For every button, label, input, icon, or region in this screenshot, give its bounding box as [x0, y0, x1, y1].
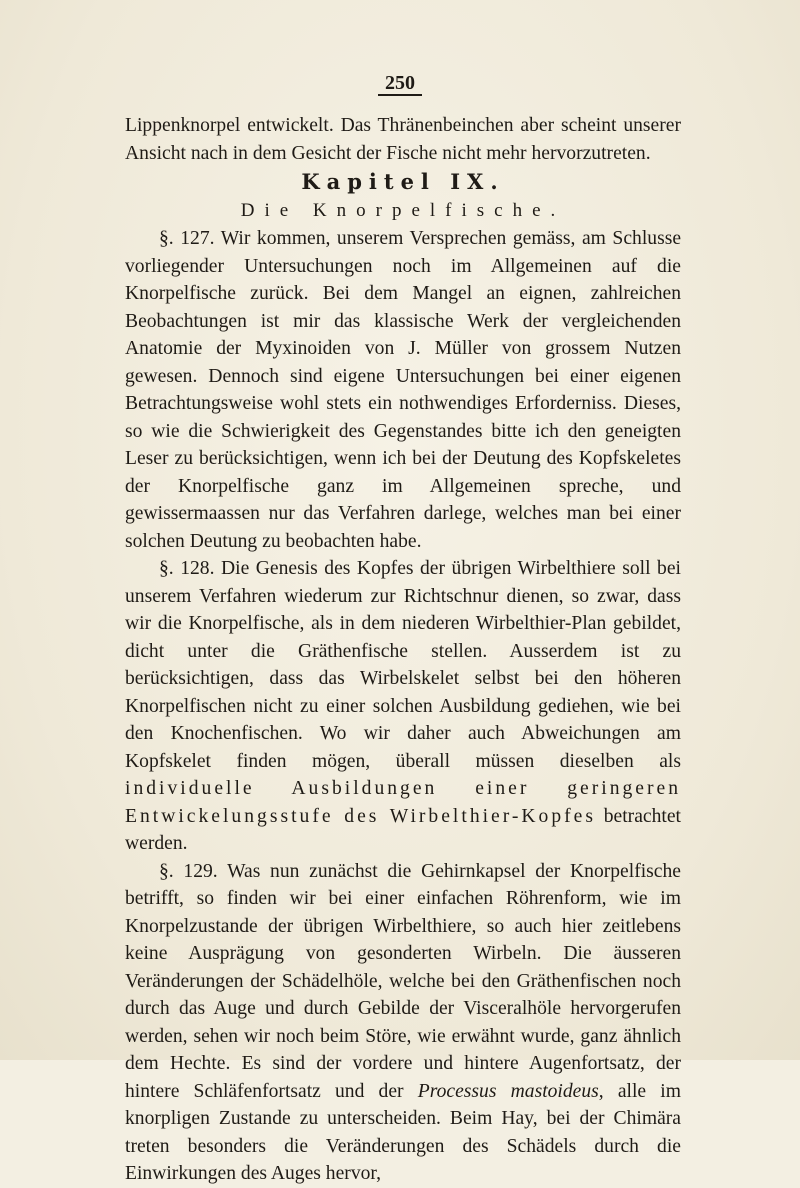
page-body — [125, 112, 681, 1188]
paragraph-section-128 — [125, 555, 681, 858]
section-129-italic-term: Processus mastoideus — [417, 1080, 599, 1102]
chapter-title: Kapitel IX. — [301, 169, 505, 194]
intro-paragraph: Lippenknorpel entwickelt. Das Thränenbeinchen aber scheint unserer Ansicht nach in dem Gesicht der Fische nicht mehr hervorzutreten. — [125, 115, 681, 164]
chapter-subtitle: Die Knorpelfische. — [240, 200, 566, 221]
section-129-text-after: , alle im knorpligen Zustande zu unterscheiden. Beim Hay, bei der Chimära treten besonders die Veränderungen des Schädels durch die Einwirkungen des Auges hervor, — [125, 1080, 681, 1184]
section-128-spaced-text: individuelle Ausbildungen einer geringeren Entwickelungsstufe des Wirbelthier-Kopfes — [125, 778, 681, 827]
page-number: 250 — [378, 72, 422, 96]
section-129-text-before: Was nun zunächst die Gehirnkapsel der Knorpelfische betrifft, so finden wir bei einer einfachen Röhrenform, wie im Knorpelzustande der übrigen Wirbelthiere, so auch hier zeitlebens keine Ausprägung von gesonderten Wirbeln. Die äusseren Veränderungen der Schädelhöle, welche bei den Gräthenfischen noch durch das Auge und durch Gebilde der Visceralhöle hervorgerufen werden, sehen wir noch beim Störe, wie erwähnt wurde, ganz ähnlich dem Hechte. Es sind der vordere und hintere Augenfortsatz, der hintere Schläfenfortsatz und der — [125, 860, 681, 1102]
section-128-text-after: betrachtet werden. — [125, 805, 681, 854]
paragraph-section-129 — [125, 858, 681, 1188]
section-mark-127: §. 127. — [159, 228, 215, 249]
paragraph-section-127 — [125, 225, 681, 555]
section-127-text: Wir kommen, unserem Versprechen gemäss, am Schlusse vorliegender Untersuchungen noch im Allgemeinen auf die Knorpelfische zurück. Bei dem Mangel an eignen, zahlreichen Beobachtungen ist mir das klassische Werk der vergleichenden Anatomie der Myxinoiden von J. Müller von grossem Nutzen gewesen. Dennoch sind eigene Untersuchungen bei einer eigenen Betrachtungsweise wohl stets ein nothwendiges Erforderniss. Dieses, so wie die Schwierigkeit des Gegenstandes bitte ich den geneigten Leser zu berücksichtigen, wenn ich bei der Deutung des Kopfskeletes der Knorpelfische ganz im Allgemeinen spreche, und gewissermaassen nur das Verfahren darlege, welches man bei einer solchen Deutung zu beobachten habe. — [125, 228, 682, 552]
section-mark-129: §. 129. — [159, 860, 218, 882]
section-128-text-before: Die Genesis des Kopfes der übrigen Wirbelthiere soll bei unserem Verfahren wiederum zur Richtschnur dienen, so zwar, dass wir die Knorpelfische, als in dem niederen Wirbelthier-Plan gebildet, dicht unter die Gräthenfische stellen. Ausserdem ist zu berücksichtigen, dass das Wirbelskelet selbst bei den höheren Knorpelfischen nicht zu einer solchen Ausbildung gediehen, wie bei den Knochenfischen. Wo wir daher auch Abweichungen am Kopfskelet finden mögen, überall müssen dieselben als — [125, 558, 681, 772]
section-mark-128: §. 128. — [159, 558, 215, 579]
